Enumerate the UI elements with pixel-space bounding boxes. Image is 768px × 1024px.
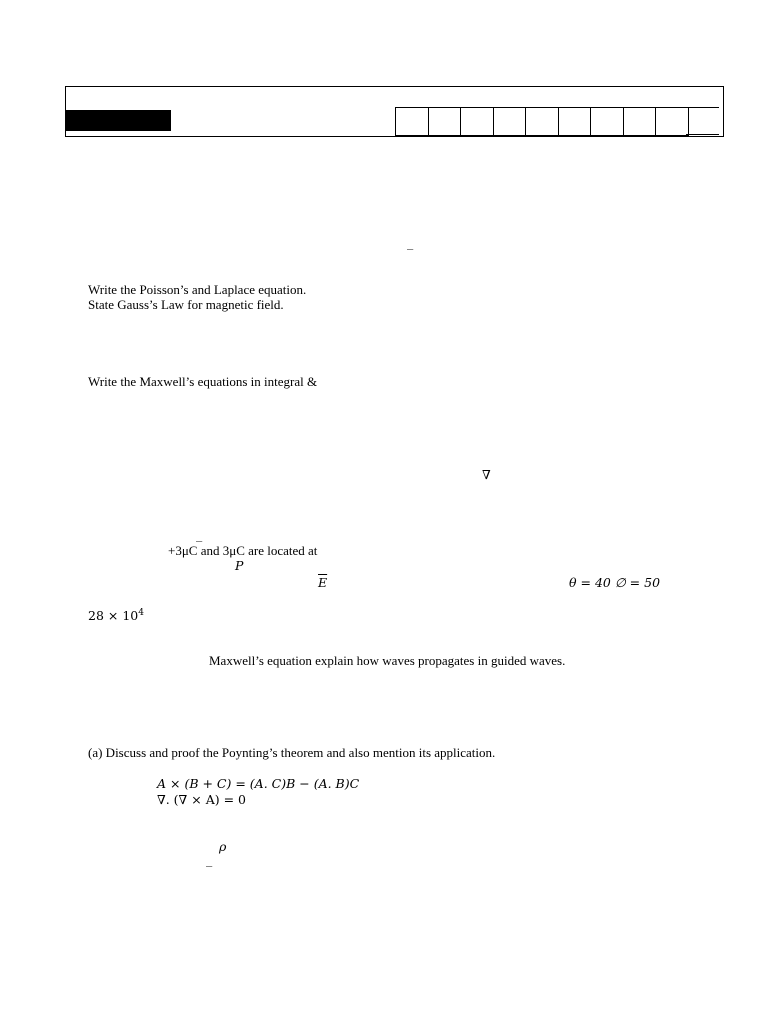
question-point-charges: +3μC and 3μC are located at (168, 543, 318, 558)
overbar-mark: _ (206, 852, 213, 867)
overbar-mark: _ (407, 235, 414, 250)
question-maxwell-guided: Maxwell’s equation explain how waves propagates in guided waves. (209, 653, 566, 668)
rho-symbol: ρ (219, 839, 227, 854)
question-gauss-magnetic: State Gauss’s Law for magnetic field. (88, 297, 284, 312)
roll-cell (559, 108, 592, 135)
roll-cell (591, 108, 624, 135)
question-poynting: (a) Discuss and proof the Poynting’s theorem and also mention its application. (88, 745, 496, 760)
roll-cell (396, 108, 429, 135)
question-maxwell-integral: Write the Maxwell’s equations in integral & (88, 374, 318, 389)
vector-e-italic: $\overline{E}$ (318, 575, 328, 590)
roll-number-grid (395, 107, 689, 136)
vector-identity-1: A × (B + C) = (A. C)B − (A. B)C (157, 776, 360, 791)
roll-number-grid-tail (686, 107, 719, 135)
roll-cell (526, 108, 559, 135)
overbar-mark: _ (196, 527, 203, 542)
numeric-value (88, 606, 144, 623)
redacted-block (65, 110, 171, 131)
angle-values: θ = 40 ∅ = 50 (569, 575, 661, 590)
question-poisson-laplace: Write the Poisson’s and Laplace equation. (88, 282, 307, 297)
vector-identity-2: ∇. (∇ × A) = 0 (157, 792, 246, 807)
vector-e-label (318, 575, 327, 590)
point-p-italic: P (235, 558, 244, 573)
roll-cell (624, 108, 657, 135)
numeric-base: 28 × 10 (88, 608, 139, 623)
roll-cell (656, 108, 689, 135)
roll-cell (429, 108, 462, 135)
point-p-label (235, 558, 243, 573)
roll-cell (494, 108, 527, 135)
numeric-exponent: 4 (138, 608, 144, 618)
roll-cell (461, 108, 494, 135)
nabla-symbol: ∇ (482, 467, 491, 482)
